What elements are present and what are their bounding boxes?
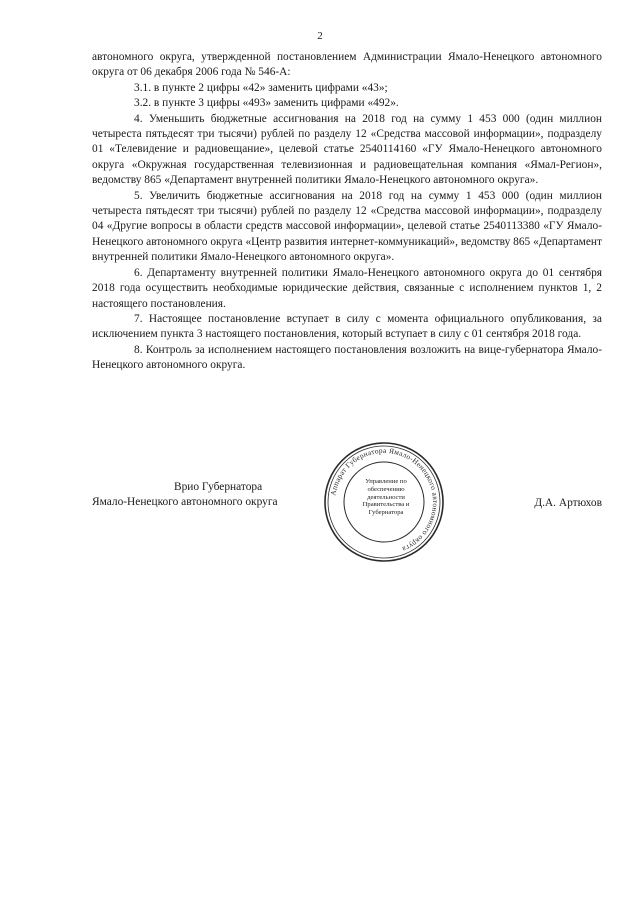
signatory-title [92,480,342,511]
paragraph: 8. Контроль за исполнением настоящего постановления возложить на вице-губернатора Ямало-Ненецкого автономного округа. [92,343,602,372]
signatory-title-line-2: Ямало-Ненецкого автономного округа [92,496,278,509]
document-body [92,50,602,374]
paragraph: автономного округа, утвержденной постановлением Администрации Ямало-Ненецкого автономного округа от 06 декабря 2006 года № 546-А: [92,51,602,79]
page-number: 2 [317,30,323,42]
signatory-name: Д.А. Артюхов [534,497,602,509]
svg-text:Аппарат Губернатора Ямало-Нене: Аппарат Губернатора Ямало-Ненецкого автономного округа [328,445,441,555]
paragraph: 3.2. в пункте 3 цифры «493» заменить цифрами «492». [134,97,399,110]
paragraph: 5. Увеличить бюджетные ассигнования на 2018 год на сумму 1 453 000 (один миллион четыреста пятьдесят три тысячи) рублей по разделу 12 «Средства массовой информации», подразделу 04 «Другие вопросы в области средств массовой информации», целевой статье 2540113380 «ГУ Ямало-Ненецкого автономного округа «Центр развития интернет-коммуникаций», ведомству 865 «Департамент внутренней политики Ямало-Ненецкого автономного округа». [92,189,602,264]
paragraph: 6. Департаменту внутренней политики Ямало-Ненецкого автономного округа до 01 сентября 2018 года осуществить необходимые юридические действия, связанные с исполнением пунктов 1, 2 настоящего постановления. [92,266,602,310]
paragraph: 4. Уменьшить бюджетные ассигнования на 2018 год на сумму 1 453 000 (один миллион четыреста пятьдесят три тысячи) рублей по разделу 12 «Средства массовой информации», подразделу 01 «Телевидение и радиовещание», целевой статье 2540114160 «ГУ Ямало-Ненецкого автономного округа «Окружная государственная телевизионная и радиовещательная компания «Ямал-Регион», ведомству 865 «Департамент внутренней политики Ямало-Ненецкого автономного округа». [92,112,602,187]
signatory-title-line-1: Врио Губернатора [174,481,263,493]
paragraph: 3.1. в пункте 2 цифры «42» заменить цифрами «43»; [134,81,388,94]
official-seal [322,440,446,564]
seal-center-text: Управление по обеспечению деятельности Правительства и Губернатора [362,478,410,517]
paragraph: 7. Настоящее постановление вступает в силу с момента официального опубликования, за исключением пункта 3 настоящего постановления, который вступает в силу с 01 сентября 2018 года. [92,312,602,341]
